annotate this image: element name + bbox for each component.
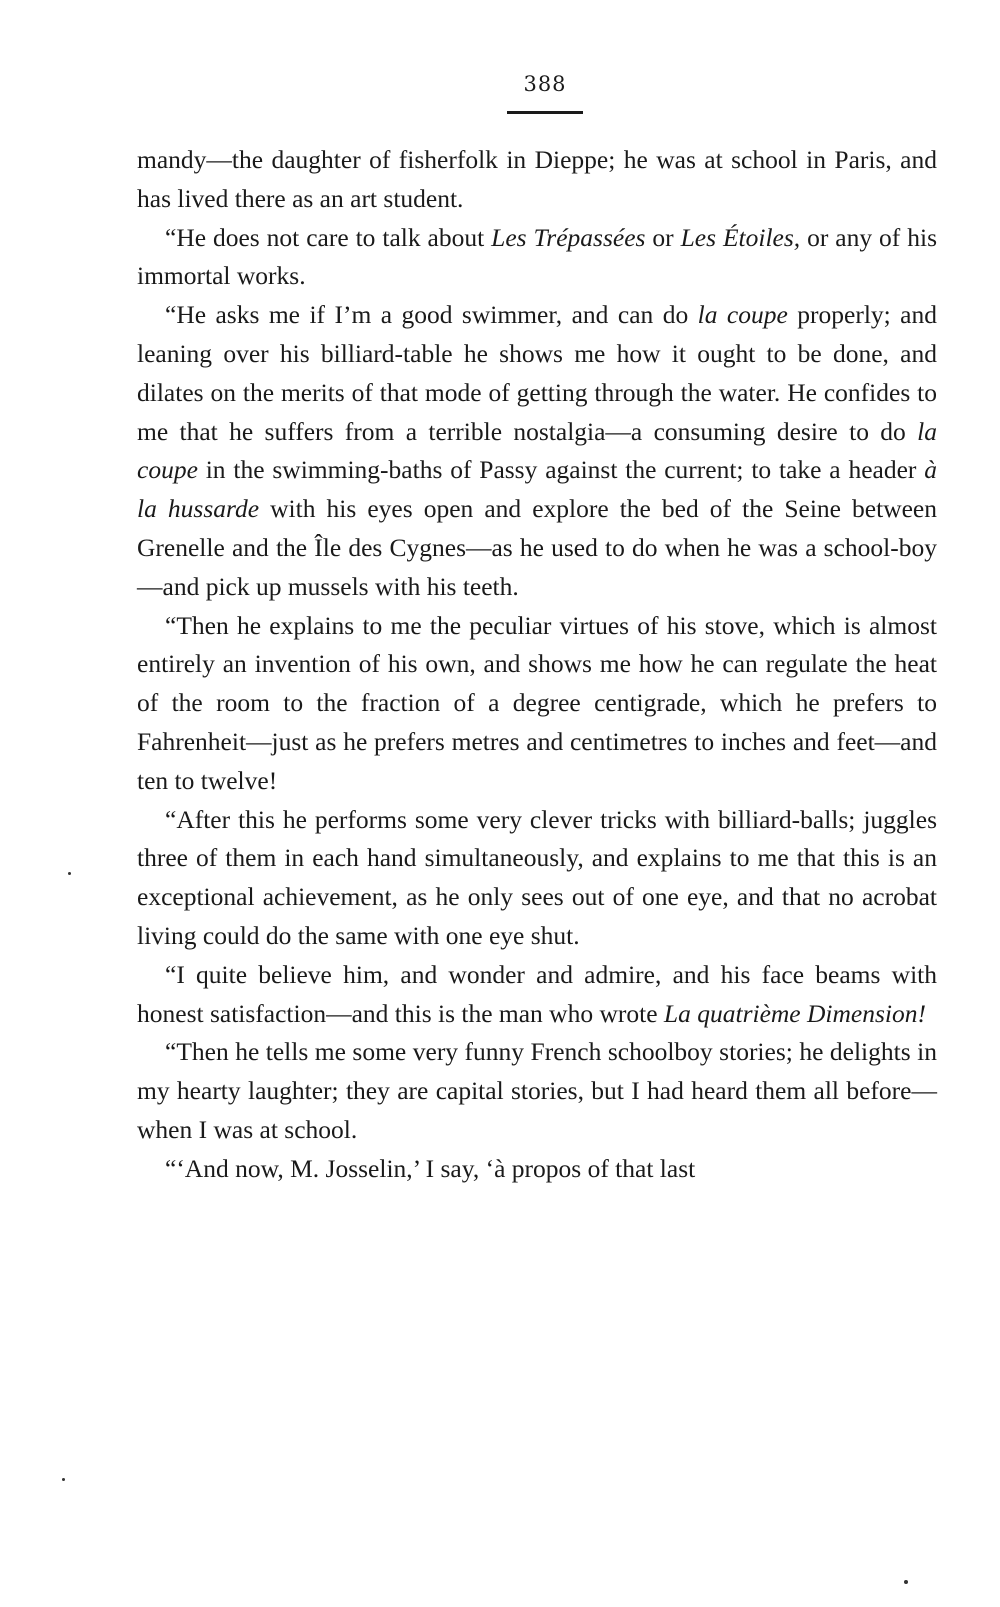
text-run: with his eyes open and explore the bed of the Seine between Grenelle and the Île des Cygnes—as he used to do when he was a school-boy—and pick up mussels with his teeth.	[137, 494, 937, 601]
italic-title-text: à la hussarde	[137, 455, 937, 524]
text-run: “After this he performs some very clever tricks with billiard-balls; juggles three of them in each hand simultaneously, and explains to me that this is an exceptional achievement, as he only sees out of one eye, and that no acrobat living could do the same with one eye shut.	[137, 804, 937, 950]
text-run: “Then he explains to me the peculiar virtues of his stove, which is almost entirely an invention of his own, and shows me how he can regulate the heat of the room to the fraction of a degree centigrade, which he prefers to Fahrenheit—just as he prefers metres and centimetres to inches and feet—and ten to twelve!	[137, 610, 937, 795]
scan-speck	[68, 872, 71, 875]
paragraph-school-stories	[137, 1033, 937, 1149]
italic-title-text: La quatrième Dimension!	[663, 998, 926, 1028]
italic-title-text: la coupe	[137, 416, 937, 485]
paragraph-billiard-tricks	[137, 801, 937, 956]
text-run: “He asks me if I’m a good swimmer, and can do	[165, 300, 698, 330]
paragraph-swimmer	[137, 296, 937, 606]
text-run: “‘And now, M. Josselin,’ I say, ‘à propos of that last	[165, 1153, 696, 1183]
scan-speck	[904, 1580, 908, 1584]
body-text	[137, 141, 937, 1189]
text-run: “I quite believe him, and wonder and admire, and his face beams with honest satisfaction—and this is the man who wrote	[137, 959, 937, 1028]
page-number-rule	[507, 111, 583, 114]
page-number: 388	[523, 72, 567, 96]
text-run: properly; and leaning over his billiard-table he shows me how it ought to be done, and dilates on the merits of that mode of getting through the water. He confides to me that he suffers from a terrible nostalgia—a consuming desire to do	[137, 300, 937, 446]
paragraph-continuation	[137, 141, 937, 219]
text-run: or	[645, 222, 681, 252]
italic-title-text: Les Étoiles,	[680, 222, 801, 252]
paragraph-josselin	[137, 1150, 937, 1189]
text-run: in the swimming-baths of Passy against the current; to take a header	[197, 455, 925, 485]
italic-title-text: la coupe	[697, 300, 788, 330]
paragraph-trepassees	[137, 219, 937, 297]
italic-title-text: Les Trépassées	[491, 222, 646, 252]
text-run: “He does not care to talk about	[165, 222, 492, 252]
paragraph-quatrieme-dimension	[137, 956, 937, 1034]
paragraph-stove	[137, 607, 937, 801]
text-run: or any of his immortal works.	[137, 222, 938, 291]
scan-speck	[62, 1478, 65, 1481]
text-run: “Then he tells me some very funny French schoolboy stories; he delights in my hearty laughter; they are capital stories, but I had heard them all before—when I was at school.	[137, 1037, 937, 1144]
text-run: mandy—the daughter of fisherfolk in Dieppe; he was at school in Paris, and has lived there as an art student.	[137, 145, 937, 213]
